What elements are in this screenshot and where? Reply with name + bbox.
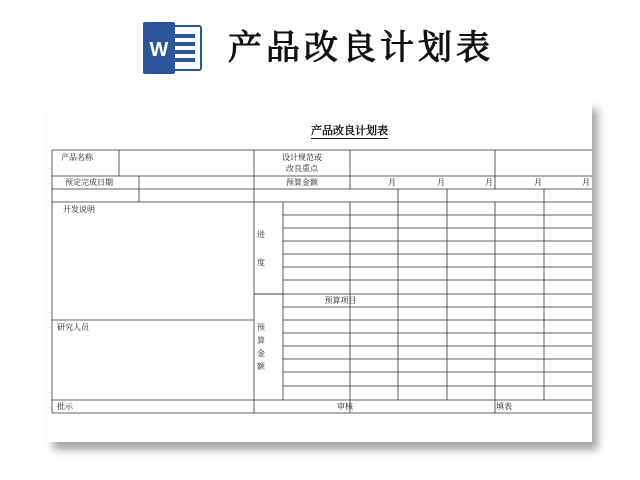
banner (0, 0, 640, 100)
label-dev-notes: 开发说明 (63, 205, 95, 214)
label-month-2: 月 (437, 178, 445, 187)
document-title: 产品改良计划表 (311, 124, 388, 137)
label-month-5: 月 (582, 178, 590, 187)
label-progress-2: 度 (257, 258, 265, 267)
label-design-spec-line2: 改良重点 (286, 164, 318, 173)
label-progress-1: 进 (257, 230, 265, 239)
label-review: 审核 (337, 402, 353, 411)
banner-title: 产品改良计划表 (228, 28, 494, 68)
word-logo-letter: W (149, 39, 169, 61)
label-product-name: 产品名称 (61, 153, 93, 162)
label-month-3: 月 (485, 178, 493, 187)
label-design-spec-line1: 设计规范或 (282, 153, 322, 162)
word-icon (143, 22, 203, 74)
label-planned-date: 预定完成日期 (65, 178, 113, 187)
label-budget-v4: 额 (257, 362, 265, 371)
label-budget-v2: 算 (257, 336, 265, 345)
label-month-1: 月 (388, 178, 396, 187)
label-budget-amount: 预算金额 (286, 178, 318, 187)
label-researchers: 研究人员 (57, 323, 89, 332)
label-budget-v1: 预 (257, 323, 265, 332)
label-budget-v3: 金 (257, 349, 265, 358)
label-approval: 批示 (57, 402, 73, 411)
label-month-4: 月 (534, 178, 542, 187)
label-budget-items: 预算项目 (324, 296, 357, 305)
document-page (47, 101, 592, 442)
label-filler: 填表 (496, 402, 512, 411)
